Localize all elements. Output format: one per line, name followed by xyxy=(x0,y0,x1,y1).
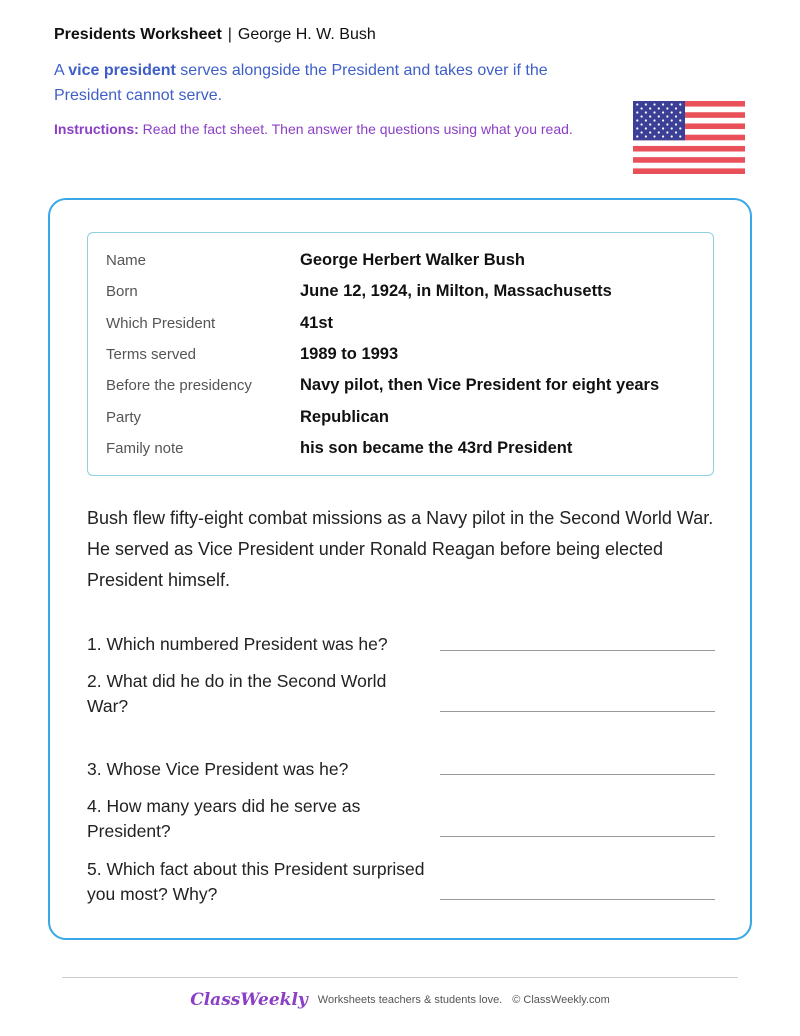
fact-row xyxy=(88,433,713,464)
footer-divider xyxy=(62,977,738,978)
definition-prefix: A xyxy=(54,62,69,79)
fact-label: Terms served xyxy=(106,346,197,364)
fact-label: Which President xyxy=(106,314,216,332)
fact-value: his son became the 43rd President xyxy=(300,438,573,457)
fact-row xyxy=(88,401,713,432)
definition-text xyxy=(54,58,594,108)
fact-value: Navy pilot, then Vice President for eight years xyxy=(300,376,660,395)
fact-value: June 12, 1924, in Milton, Massachusetts xyxy=(300,282,612,301)
question-4: 4. How many years did he serve as President? xyxy=(87,796,361,841)
instructions xyxy=(54,118,584,140)
fact-value: 41st xyxy=(300,313,334,332)
us-flag-icon xyxy=(633,101,745,174)
fact-label: Family note xyxy=(106,439,184,457)
answer-line-5[interactable] xyxy=(440,899,715,900)
definition-body: serves alongside the President and takes over if the President cannot serve. xyxy=(54,62,548,104)
fact-label: Before the presidency xyxy=(106,377,252,395)
fact-label: Name xyxy=(106,252,147,270)
fact-row xyxy=(88,339,713,370)
fact-row xyxy=(88,276,713,307)
header-separator: | xyxy=(227,26,232,43)
question-3: 3. Whose Vice President was he? xyxy=(87,759,349,779)
question-1: 1. Which numbered President was he? xyxy=(87,634,388,654)
fact-value: 1989 to 1993 xyxy=(300,345,399,364)
instructions-body: Read the fact sheet. Then answer the questions using what you read. xyxy=(138,121,573,137)
footer xyxy=(0,990,800,1010)
fact-value: Republican xyxy=(300,407,389,426)
fact-row xyxy=(88,308,713,339)
worksheet-header xyxy=(54,26,376,44)
footer-tagline: Worksheets teachers & students love. xyxy=(317,994,503,1006)
fact-row xyxy=(88,370,713,401)
passage-text: Bush flew fifty-eight combat missions as a Navy pilot in the Second World War. He served as Vice President under Ronald Reagan before being elected President himself. xyxy=(87,508,714,590)
fact-row xyxy=(88,245,713,276)
fact-label: Born xyxy=(106,283,138,301)
worksheet-subject: George H. W. Bush xyxy=(237,26,376,43)
answer-line-1[interactable] xyxy=(440,650,715,651)
brand-logo: ClassWeekly xyxy=(190,990,308,1010)
answer-line-3[interactable] xyxy=(440,774,715,775)
question-5: 5. Which fact about this President surprised you most? Why? xyxy=(87,859,425,904)
fact-sheet xyxy=(87,232,714,476)
answer-line-2[interactable] xyxy=(440,711,715,712)
instructions-label: Instructions: xyxy=(54,121,139,137)
fact-value: George Herbert Walker Bush xyxy=(300,251,525,270)
footer-copyright: © ClassWeekly.com xyxy=(512,994,610,1006)
definition-term: vice president xyxy=(68,62,176,79)
fact-label: Party xyxy=(106,408,142,426)
answer-line-4[interactable] xyxy=(440,836,715,837)
question-2: 2. What did he do in the Second World War? xyxy=(87,671,387,716)
worksheet-title: Presidents Worksheet xyxy=(54,26,222,43)
